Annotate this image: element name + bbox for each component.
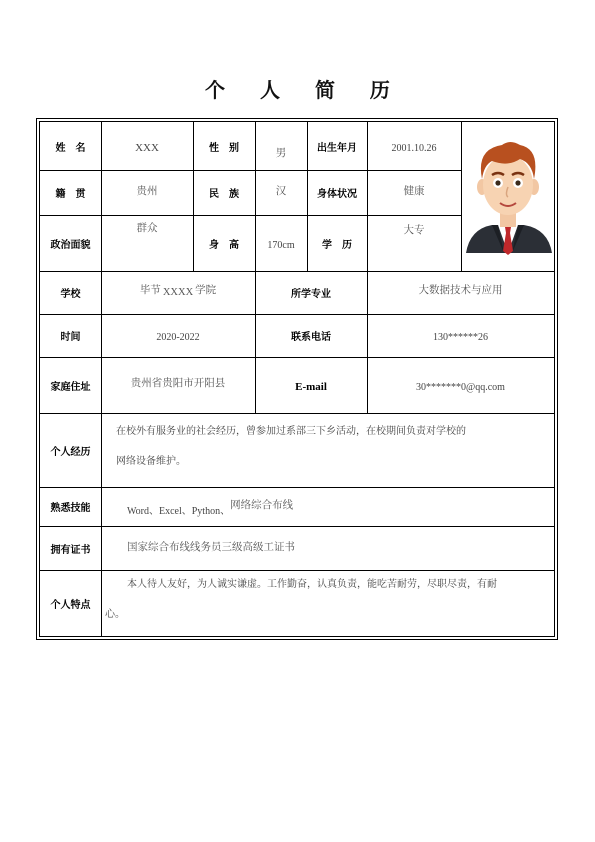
traits-line: 本人待人友好，为人诚实谦虚。工作勤奋，认真负责，能吃苦耐劳，尽职尽责，有耐	[127, 579, 497, 590]
health-label: 身体状况	[317, 189, 357, 200]
certificate-label: 拥有证书	[50, 544, 91, 556]
skills-software: Word、Excel、Python、	[127, 506, 231, 517]
origin-label: 籍 贯	[55, 189, 86, 200]
school-value-prefix: 毕节	[139, 284, 161, 296]
experience-text	[116, 417, 546, 477]
phone-value: 130******26	[433, 332, 488, 343]
school-value	[101, 268, 255, 311]
skills-label: 熟悉技能	[50, 503, 91, 514]
political-label: 政治面貌	[50, 239, 91, 251]
skills-value	[127, 487, 293, 526]
row-divider	[40, 526, 554, 527]
height-label: 身 高	[209, 239, 239, 251]
traits-line: 心。	[105, 609, 125, 620]
experience-line: 在校外有服务业的社会经历，曾参加过系部三下乡活动，在校期间负责对学校的	[116, 426, 466, 437]
birth-label: 出生年月	[317, 142, 357, 154]
health-value: 健康	[403, 185, 425, 197]
name-value: XXX	[135, 142, 159, 154]
education-value: 大专	[403, 224, 425, 236]
birth-value: 2001.10.26	[391, 142, 437, 154]
school-value-mask: XXXX	[162, 287, 194, 298]
experience-line: 网络设备维护。	[116, 456, 186, 467]
major-label: 所学专业	[291, 289, 331, 300]
political-value: 群众	[136, 222, 158, 234]
ethnicity-value: 汉	[275, 185, 287, 197]
row-divider	[40, 487, 554, 488]
traits-label: 个人特点	[50, 599, 91, 611]
name-label: 姓 名	[55, 142, 86, 154]
school-value-suffix: 学院	[195, 284, 217, 296]
education-label: 学 历	[322, 239, 352, 251]
phone-label: 联系电话	[291, 332, 331, 343]
address-label: 家庭住址	[50, 381, 91, 393]
origin-value: 贵州	[136, 185, 158, 197]
gender-value: 男	[275, 147, 287, 159]
experience-label: 个人经历	[50, 446, 91, 458]
ethnicity-label: 民 族	[209, 189, 239, 200]
school-label: 学校	[60, 289, 81, 300]
page-title: 个 人 简 历	[205, 78, 404, 102]
time-label: 时间	[60, 332, 81, 343]
major-value: 大数据技术与应用	[418, 284, 503, 296]
email-value: 30*******0@qq.com	[416, 381, 505, 393]
address-value: 贵州省贵阳市开阳县	[130, 377, 226, 389]
certificate-value: 国家综合布线线务员三级高级工证书	[127, 540, 295, 553]
skills-cabling: 网络综合布线	[230, 499, 294, 511]
time-value: 2020-2022	[156, 332, 200, 343]
avatar	[462, 125, 554, 269]
gender-label: 性 别	[209, 142, 239, 154]
email-label: E-mail	[295, 381, 327, 393]
height-value: 170cm	[267, 239, 295, 251]
traits-text	[105, 570, 549, 630]
